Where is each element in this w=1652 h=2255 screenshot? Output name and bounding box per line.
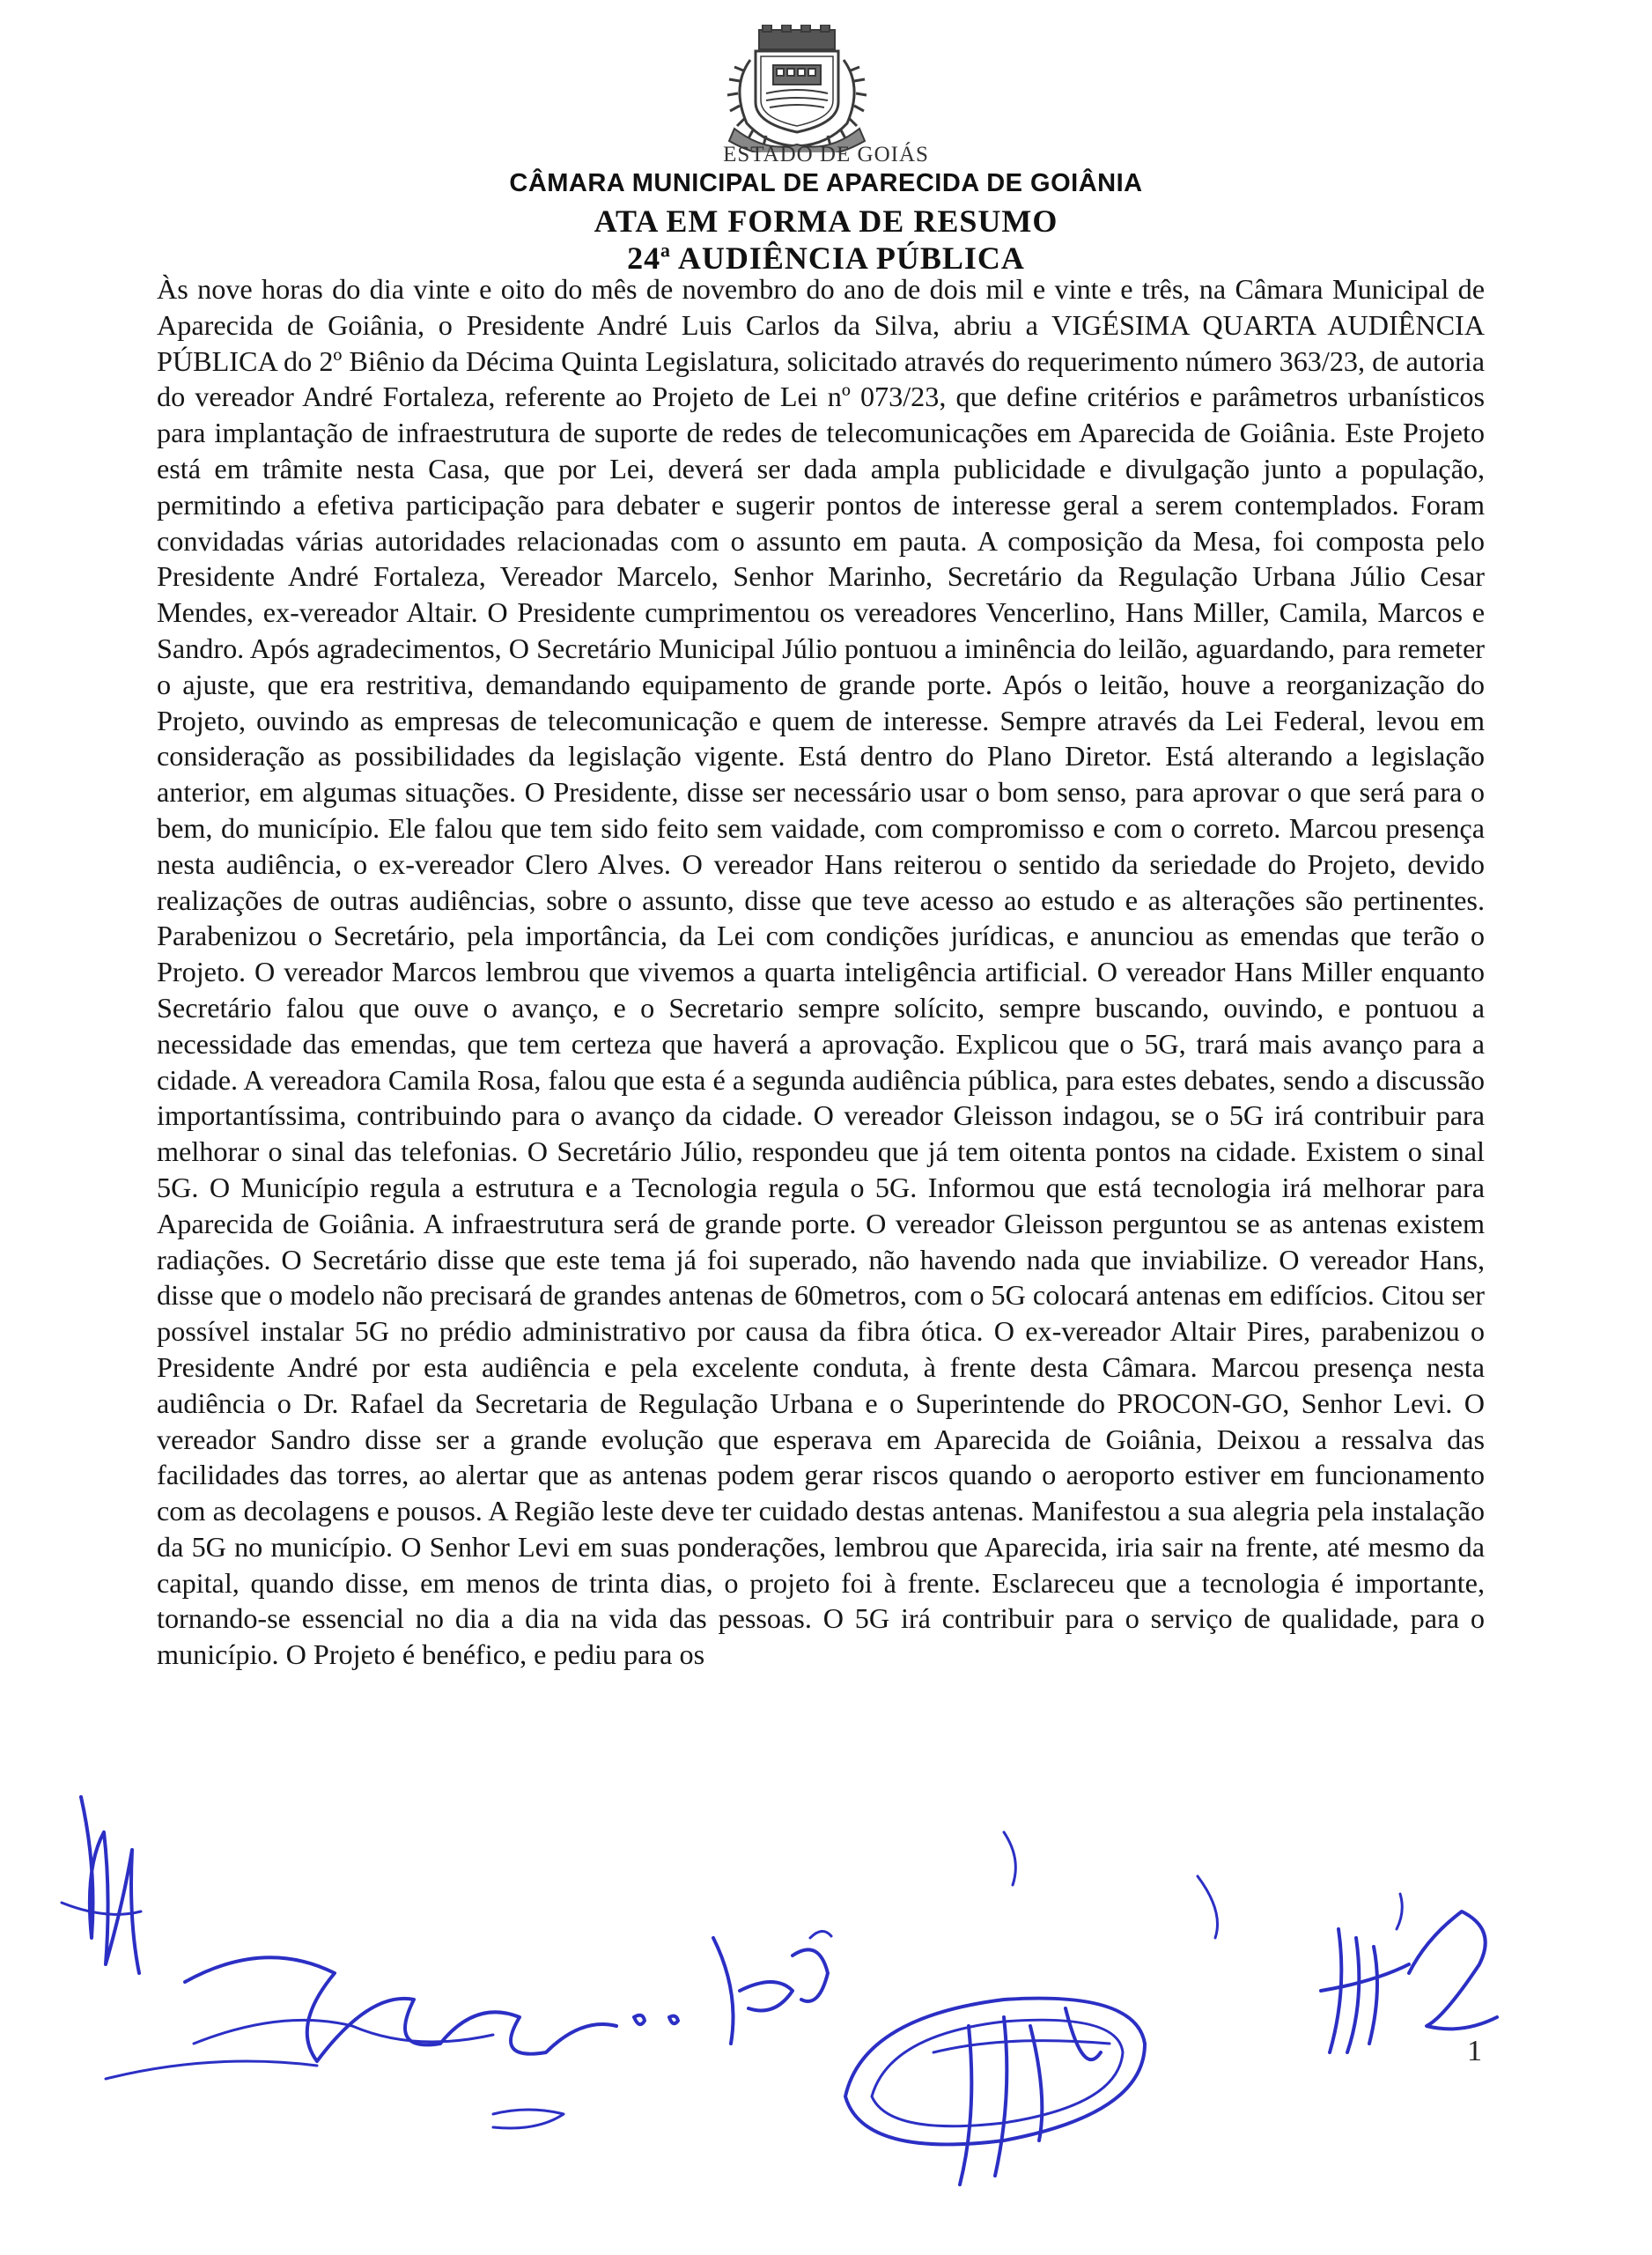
document-title: ATA EM FORMA DE RESUMO: [594, 203, 1058, 239]
minutes-body-text: Às nove horas do dia vinte e oito do mês de novembro do ano de dois mil e vinte e três, na Câmara Municipal de Aparecida de Goiânia, o Presidente André Luis Carlos da Silva, abriu a VIGÉSIMA QUARTA AUDIÊNCIA PÚBLICA do 2º Biênio da Décima Quinta Legislatura, solicitado através do requerimento número 363/23, de autoria do vereador André Fortaleza, referente ao Projeto de Lei nº 073/23, que define critérios e parâmetros urbanísticos para implantação de infraestrutura de suporte de redes de telecomunicações em Aparecida de Goiânia. Este Projeto está em trâmite nesta Casa, que por Lei, deverá ser dada ampla publicidade e divulgação junto a população, permitindo a efetiva participação para debater e sugerir pontos de interesse geral a serem contemplados. Foram convidadas várias autoridades relacionadas com o assunto em pauta. A composição da Mesa, foi composta pelo Presidente André Fortaleza, Vereador Marcelo, Senhor Marinho, Secretário da Regulação Urbana Júlio Cesar Mendes, ex-vereador Altair. O Presidente cumprimentou os vereadores Vencerlino, Hans Miller, Camila, Marcos e Sandro. Após agradecimentos, O Secretário Municipal Júlio pontuou a iminência do leilão, aguardando, para remeter o ajuste, que era restritiva, demandando equipamento de grande porte. Após o leitão, houve a reorganização do Projeto, ouvindo as empresas de telecomunicação e quem de interesse. Sempre através da Lei Federal, levou em consideração as possibilidades da legislação vigente. Está dentro do Plano Diretor. Está alterando a legislação anterior, em algumas situações. O Presidente, disse ser necessário usar o bom senso, para aprovar o que será para o bem, do município. Ele falou que tem sido feito sem vaidade, com compromisso e com o correto. Marcou presença nesta audiência, o ex-vereador Clero Alves. O vereador Hans reiterou o sentido da seriedade do Projeto, devido realizações de outras audiências, sobre o assunto, disse que teve acesso ao estudo e as alterações são pertinentes. Parabenizou o Secretário, pela importância, da Lei com condições jurídicas, e anunciou as emendas que terão o Projeto. O vereador Marcos lembrou que vivemos a quarta inteligência artificial. O vereador Hans Miller enquanto Secretário falou que ouve o avanço, e o Secretario sempre solícito, sempre buscando, ouvindo, e pontuou a necessidade das emendas, que tem certeza que haverá a aprovação. Explicou que o 5G, trará mais avanço para a cidade. A vereadora Camila Rosa, falou que esta é a segunda audiência pública, para estes debates, sendo a discussão importantíssima, contribuindo para o avanço da cidade. O vereador Gleisson indagou, se o 5G irá contribuir para melhorar o sinal das telefonias. O Secretário Júlio, respondeu que já tem oitenta pontos na cidade. Existem o sinal 5G. O Município regula a estrutura e a Tecnologia regula o 5G. Informou que está tecnologia irá melhorar para Aparecida de Goiânia. A infraestrutura será de grande porte. O vereador Gleisson perguntou se as antenas existem radiações. O Secretário disse que este tema já foi superado, não havendo nada que inviabilize. O vereador Hans, disse que o modelo não precisará de grandes antenas de 60metros, com o 5G colocará antenas em edifícios. Citou ser possível instalar 5G no prédio administrativo por causa da fibra ótica. O ex-vereador Altair Pires, parabenizou o Presidente André por esta audiência e pela excelente conduta, à frente desta Câmara. Marcou presença nesta audiência o Dr. Rafael da Secretaria de Regulação Urbana e o Superintende do PROCON-GO, Senhor Levi. O vereador Sandro disse ser a grande evolução que esperava em Aparecida de Goiânia, Deixou a ressalva das facilidades das torres, ao alertar que as antenas podem gerar riscos quando o aeroporto estiver em funcionamento com as decolagens e pousos. A Região leste deve ter cuidado destas antenas. Manifestou a sua alegria pela instalação da 5G no município. O Senhor Levi em suas ponderações, lembrou que Aparecida, iria sair na frente, até mesmo da capital, quando disse, em menos de trinta dias, o projeto foi à frente. Esclareceu que a tecnologia é importante, tornando-se essencial no dia a dia na vida das pessoas. O 5G irá contribuir para o serviço de qualidade, para o município. O Projeto é benéfico, e pediu para os: [157, 273, 1485, 1671]
page-number: 1: [1467, 2035, 1482, 2067]
margin-signature: [81, 1797, 139, 1973]
coat-of-arms-icon: [704, 25, 889, 152]
chamber-name: CÂMARA MUNICIPAL DE APARECIDA DE GOIÂNIA: [509, 169, 1143, 197]
signature-1: [185, 1957, 616, 2061]
signature-2: [845, 1999, 1145, 2145]
document-subtitle: 24ª AUDIÊNCIA PÚBLICA: [627, 240, 1025, 276]
signature-3: [1321, 1929, 1409, 2052]
state-label: ESTADO DE GOIÁS: [723, 143, 929, 166]
